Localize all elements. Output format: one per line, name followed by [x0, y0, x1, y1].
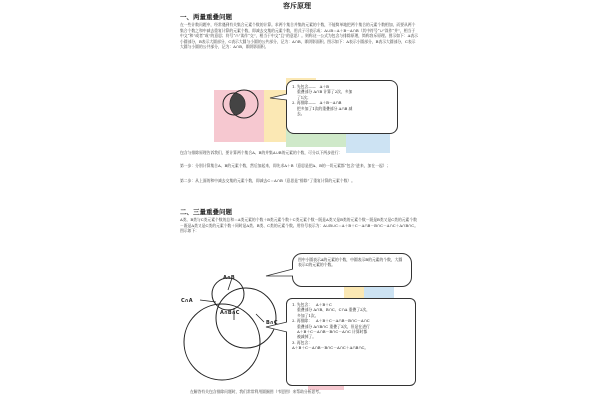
note2-line-3: 多加了1次。: [292, 312, 319, 318]
section2-note-top: 图中小圆表示A的元素的个数，中圆表示B的元素的个数，大圆表示C的元素的个数。: [292, 253, 412, 287]
note1-line-4: 2. 再排除—— A＋B－A∩B: [292, 100, 342, 106]
label-a-cap-b: A∩B: [223, 275, 235, 281]
section1-summary: 包含与排除原理告诉我们，要计算两个集合A、B的并集A∪B的元素的个数，可分以下两步进行：: [180, 150, 343, 155]
document-page: [168, 0, 426, 400]
section1-note: [286, 80, 398, 134]
note2-pointer: [264, 266, 294, 280]
section2-footer: 在解答有关包含排除问题时，我们常常利用圆圈图（韦恩图）来帮助分析思考。: [190, 389, 323, 394]
note1-line-1: 1. 先包含—— A＋B: [292, 84, 329, 89]
note3-pointer: [264, 320, 288, 334]
page-title: 容斥原理: [283, 2, 311, 10]
note2-line-9: A＋B＋C－A∩B－B∩C－A∩C＋A∩B∩C。: [292, 345, 369, 351]
label-a-cap-b-cap-c: A∩B∩C: [220, 310, 240, 316]
note1-pointer: [268, 92, 288, 102]
section1-intro: 在一些计数问题中，经常遇到有关集合元素个数的计算。求两个集合并集的元素的个数，不能简单地把两个集合的元素个数相加，而要从两个集合个数之和中减去重复计算的元素个数，即减去交集的元素个数，用式子可表示成：A∪B＝A＋B－A∩B（其中符号“∪”读作“并”，相当于中文“和”或者“或”的意思；符号“∩”读作“交”，相当于中文“且”的意思）。则称这一公式为包含与排除原理，简称容斥原理。图示如下：A表示小圆部分，B表示大圆部分，C表示大圆与小圆的公共部分，记为：A∩B，即阴影面积。图示如下：A表示小圆部分，B表示大圆部分，C表示大圆与小圆的公共部分，记为：A∩B，即阴影面积。: [180, 22, 418, 50]
section2-heading: 二、三量重叠问题: [180, 208, 232, 216]
note2-line-6: A＋B＋C－A∩B－B∩C－A∩C 计算时都: [292, 329, 368, 335]
note2-line-5: 重叠部分 A∩B∩C 重叠了3次，但是在进行: [292, 323, 370, 329]
section2-intro: A类、B类与C类元素个数的总和＝A类元素的个数＋B类元素个数＋C类元素个数－既是A类又是B类的元素个数－既是B类又是C类的元素个数－既是A类又是C类的元素个数＋同时是A类、B类、C类的元素个数。用符号表示为：A∪B∪C＝A＋B＋C－A∩B－B∩C－A∩C＋A∩B∩C。图示如下：: [180, 217, 419, 234]
section1-heading: 一、两量重叠问题: [180, 13, 232, 21]
note2-line-8: 3. 再包含：: [292, 339, 313, 345]
two-circle-venn: [220, 84, 270, 124]
note2-line-1: 1. 先包含： A＋B＋C: [292, 302, 332, 307]
section1-step2: 第二步：从上面的和中减去交集的元素个数，即减去C＝A∩B（意思是“排除”了重复计算的元素个数）。: [180, 178, 355, 183]
note2-line-4: 2. 再排除： A＋B＋C－A∩B－B∩C－A∩C: [292, 318, 370, 324]
note1-line-5: 把多加了1次的重叠部分 A∩B 减: [292, 105, 353, 111]
note1-line-2: 重叠部分 A∩B 计算了2次，多加: [292, 89, 353, 95]
note1-line-3: 了1次；: [292, 94, 311, 100]
label-c-cap-a: C∩A: [181, 298, 193, 304]
section1-step1: 第一步：分别计算集合A、B的元素个数，然后加起来，即先求A＋B（意思是把A、B的一切元素都“包含”进来，加在一起）；: [180, 163, 391, 168]
label-b-cap-c: B∩C: [266, 320, 278, 326]
note2-line-7: 被减掉了。: [292, 334, 316, 340]
note2-line-2: 重叠部分 A∩B、B∩C、C∩A 重叠了2次，: [292, 307, 371, 313]
note1-line-6: 去。: [292, 111, 305, 117]
section2-note-steps: [286, 298, 416, 386]
